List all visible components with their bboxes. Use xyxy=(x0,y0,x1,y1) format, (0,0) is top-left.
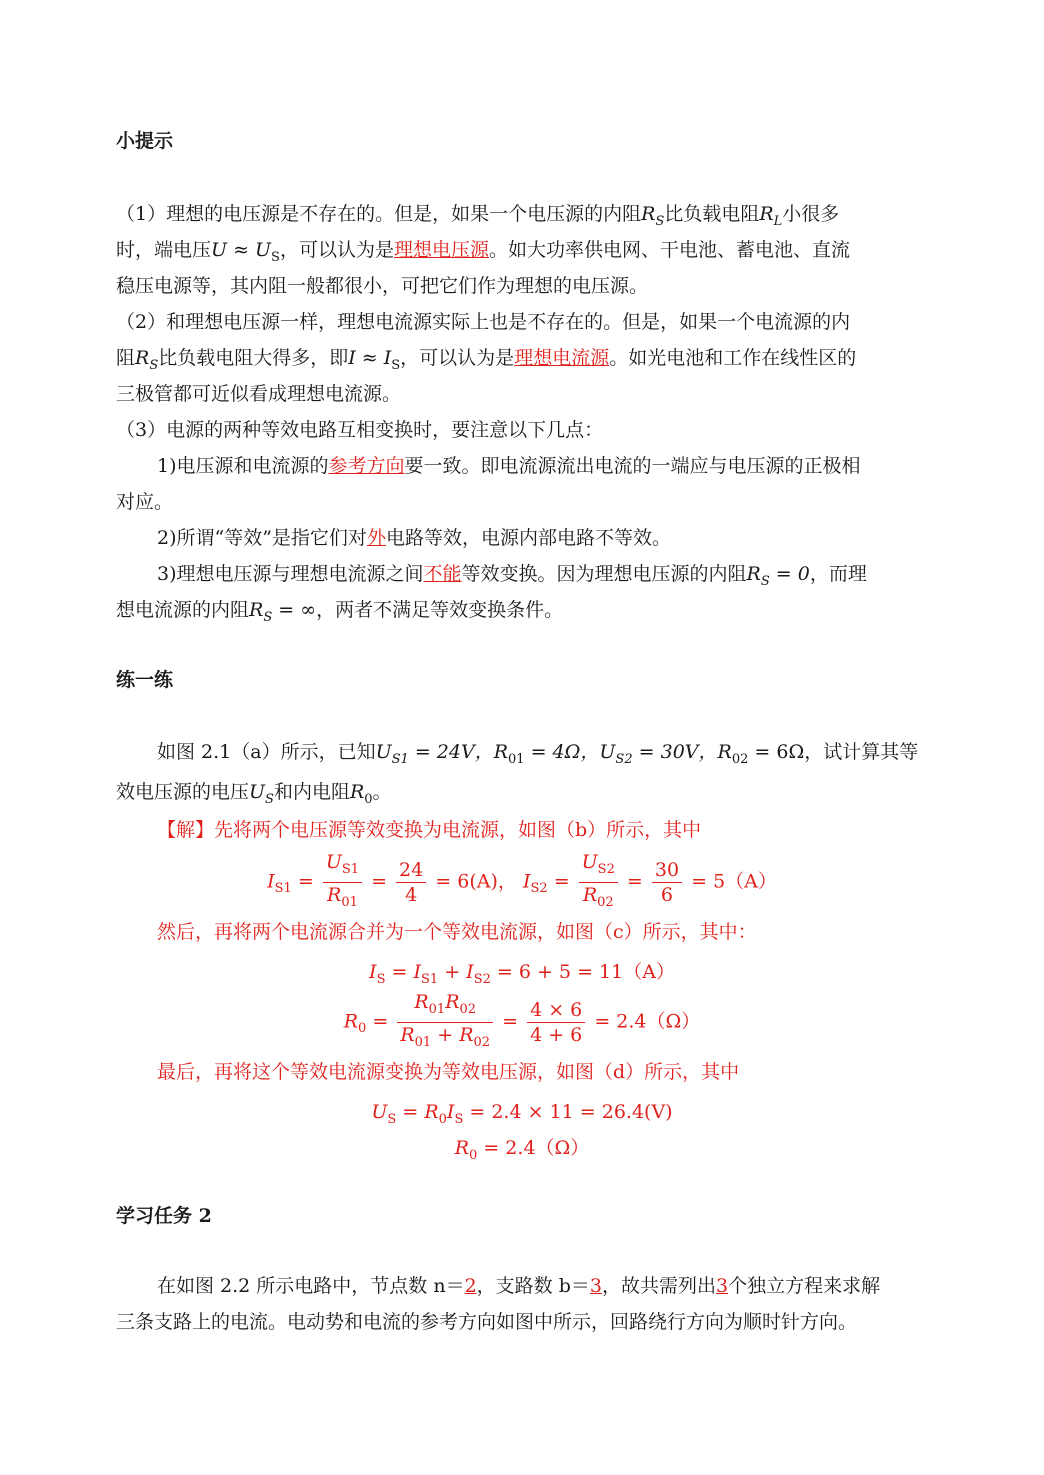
solution-line1: 【解】先将两个电压源等效变换为电流源，如图（b）所示，其中 xyxy=(157,819,702,841)
tips-p2-line2: 阻$R_S$比负载电阻大得多，即$I \approx I_S$，可以认为是理想电流源。如光电池和工作在线性区的 xyxy=(116,347,857,373)
equation-current-sources: $I_{S1}$ = $\frac{U_{S1}}{R_{01}}$ = $\frac{24}{4}$ = 6(A)， $I_{S2}$ = $\frac{U_{S2}}{R_{02}}$ = $\frac{30}{6}$ = 5（A） xyxy=(267,851,777,910)
equation-voltage-source: $U_S = R_0I_S = 2.4 \times 11 = 26.4(V)$ xyxy=(371,1101,673,1127)
task2-line2: 三条支路上的电流。电动势和电流的参考方向如图中所示，回路绕行方向为顺时针方向。 xyxy=(116,1311,858,1333)
tips-p1-line3: 稳压电源等，其内阻一般都很小，可把它们作为理想的电压源。 xyxy=(116,275,649,297)
task2-line1: 在如图 2.2 所示电路中，节点数 n＝2，支路数 b＝3，故共需列出3个独立方程来求解 xyxy=(157,1275,881,1297)
tips-p3-item1: 1)电压源和电流源的参考方向要一致。即电流源流出电流的一端应与电压源的正极相 xyxy=(157,455,861,477)
practice-question-line1: 如图 2.1（a）所示，已知$U_{S1} = 24V$，$R_{01} = 4\Omega$，$U_{S2} = 30V$，$R_{02} = 6\Omega$，试计算其等 xyxy=(157,741,919,767)
section-heading-tips: 小提示 xyxy=(116,130,174,152)
practice-question-line2: 效电压源的电压$U_S$和内电阻$R_0$。 xyxy=(116,781,392,807)
answer-equation-count: 3 xyxy=(715,1275,729,1297)
equation-final-resistance: $R_0 = 2.4(\Omega)$ xyxy=(454,1137,590,1163)
term-ideal-voltage-source: 理想电压源 xyxy=(393,239,489,261)
solution-line2: 然后，再将两个电流源合并为一个等效电流源，如图（c）所示，其中： xyxy=(157,921,757,943)
term-ideal-current-source: 理想电流源 xyxy=(514,347,610,369)
term-external: 外 xyxy=(366,527,386,549)
tips-p3-item1-cont: 对应。 xyxy=(116,491,174,513)
tips-p2-line1: （2）和理想电压源一样，理想电流源实际上也是不存在的。但是，如果一个电流源的内 xyxy=(116,311,851,333)
answer-branch-count: 3 xyxy=(589,1275,602,1297)
tips-p3-item3: 3)理想电压源与理想电流源之间不能等效变换。因为理想电压源的内阻$R_S = 0$，而理 xyxy=(157,563,867,589)
equation-total-current: $I_S = I_{S1} + I_{S2} = 6 + 5 = 11(A)$ xyxy=(369,961,675,987)
section-heading-practice: 练一练 xyxy=(116,669,174,691)
equation-internal-resistance: $R_0$ = $\frac{R_{01}R_{02}}{R_{01} + R_{02}}$ = $\frac{4 \times 6}{4 + 6}$ = 2.4（Ω） xyxy=(343,991,701,1050)
tips-p3-line1: （3）电源的两种等效电路互相变换时，要注意以下几点： xyxy=(116,419,604,441)
answer-node-count: 2 xyxy=(464,1275,477,1297)
term-reference-direction: 参考方向 xyxy=(328,455,405,477)
section-heading-task2: 学习任务 2 xyxy=(116,1205,212,1227)
term-cannot: 不能 xyxy=(423,563,462,585)
tips-p1-line2: 时，端电压$U \approx U_S$，可以认为是理想电压源。如大功率供电网、干电池、蓄电池、直流 xyxy=(116,239,850,265)
tips-p1-line1: （1）理想的电压源是不存在的。但是，如果一个电压源的内阻$R_S$比负载电阻$R_L$小很多 xyxy=(116,203,840,229)
tips-p3-item3-cont: 想电流源的内阻$R_S$ = ∞，两者不满足等效变换条件。 xyxy=(116,599,564,625)
tips-p3-item2: 2)所谓“等效”是指它们对外电路等效，电源内部电路不等效。 xyxy=(157,527,671,549)
solution-line3: 最后，再将这个等效电流源变换为等效电压源，如图（d）所示，其中 xyxy=(157,1061,740,1083)
tips-p2-line3: 三极管都可近似看成理想电流源。 xyxy=(116,383,402,405)
